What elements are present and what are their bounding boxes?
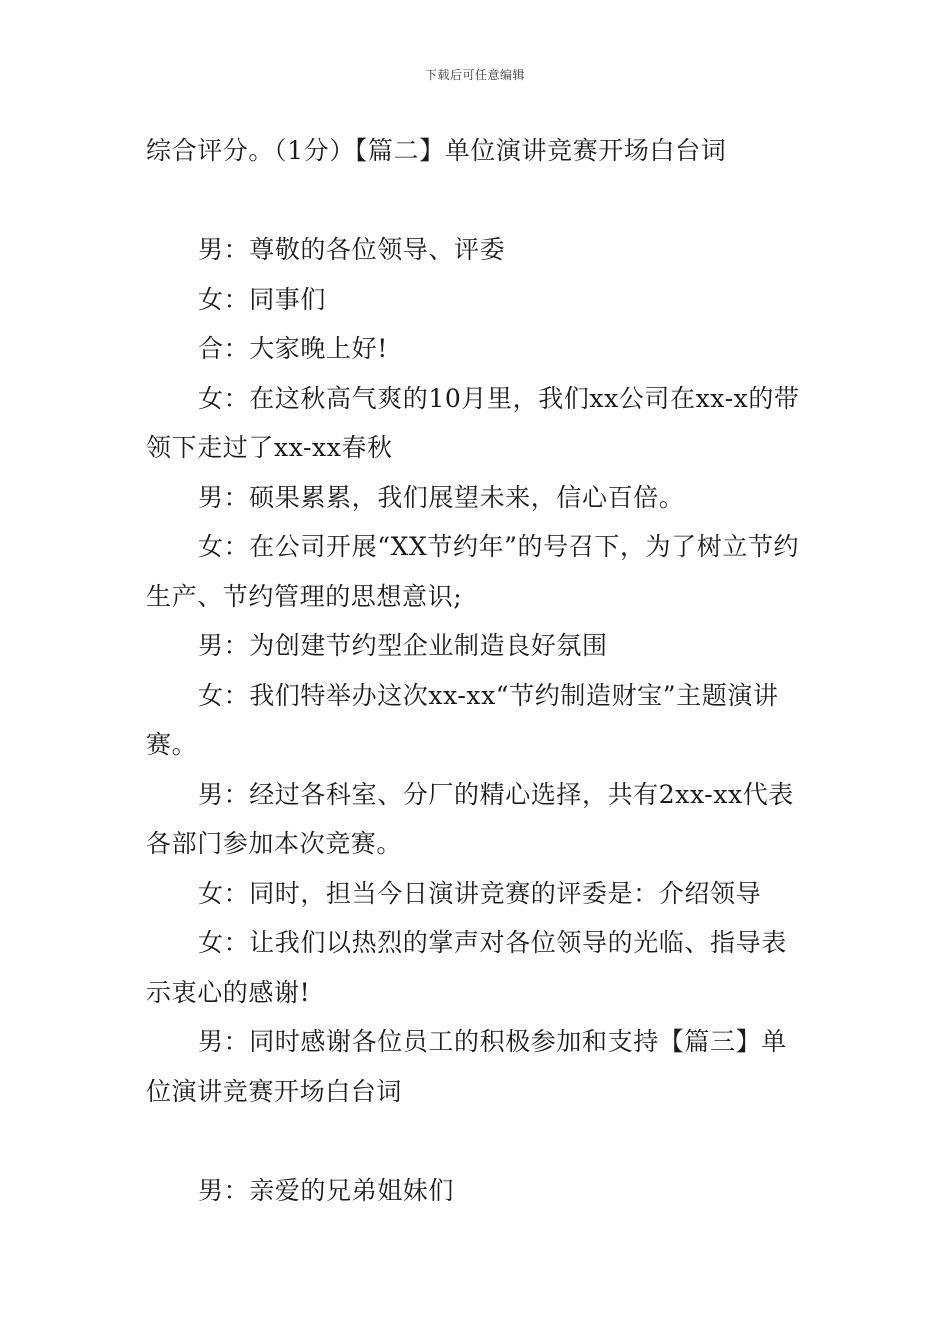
paragraph: 女：在公司开展“XX节约年”的号召下，为了树立节约生产、节约管理的思想意识; bbox=[146, 532, 800, 611]
paragraph: 男：经过各科室、分厂的精心选择，共有2xx-xx代表各部门参加本次竞赛。 bbox=[146, 779, 794, 858]
paragraph: 男：为创建节约型企业制造良好氛围 bbox=[198, 631, 608, 660]
paragraph-section-heading: 男：同时感谢各位员工的积极参加和支持【篇三】单位演讲竞赛开场白台词 bbox=[146, 1027, 787, 1106]
paragraph: 女：我们特举办这次xx-xx“节约制造财宝”主题演讲赛。 bbox=[146, 680, 779, 759]
page-header: 下载后可任意编辑 bbox=[424, 68, 525, 82]
paragraph: 女：同时，担当今日演讲竞赛的评委是：介绍领导 bbox=[198, 878, 762, 908]
paragraph: 女：让我们以热烈的掌声对各位领导的光临、指导表示衷心的感谢! bbox=[146, 928, 787, 1007]
paragraph: 女：同事们 bbox=[198, 284, 327, 314]
paragraph: 男：硕果累累，我们展望未来，信心百倍。 bbox=[198, 482, 685, 512]
document-body bbox=[146, 126, 810, 1215]
paragraph: 女：在这秋高气爽的10月里，我们xx公司在xx-x的带领下走过了xx-xx春秋 bbox=[146, 383, 800, 462]
blank-line bbox=[146, 176, 810, 226]
blank-line bbox=[146, 1116, 810, 1166]
paragraph: 男：尊敬的各位领导、评委 bbox=[198, 235, 506, 264]
paragraph: 合：大家晚上好! bbox=[198, 334, 388, 363]
paragraph-section-heading: 综合评分。（1分）【篇二】单位演讲竞赛开场白台词 bbox=[146, 136, 727, 165]
paragraph: 男：亲爱的兄弟姐妹们 bbox=[198, 1175, 455, 1205]
